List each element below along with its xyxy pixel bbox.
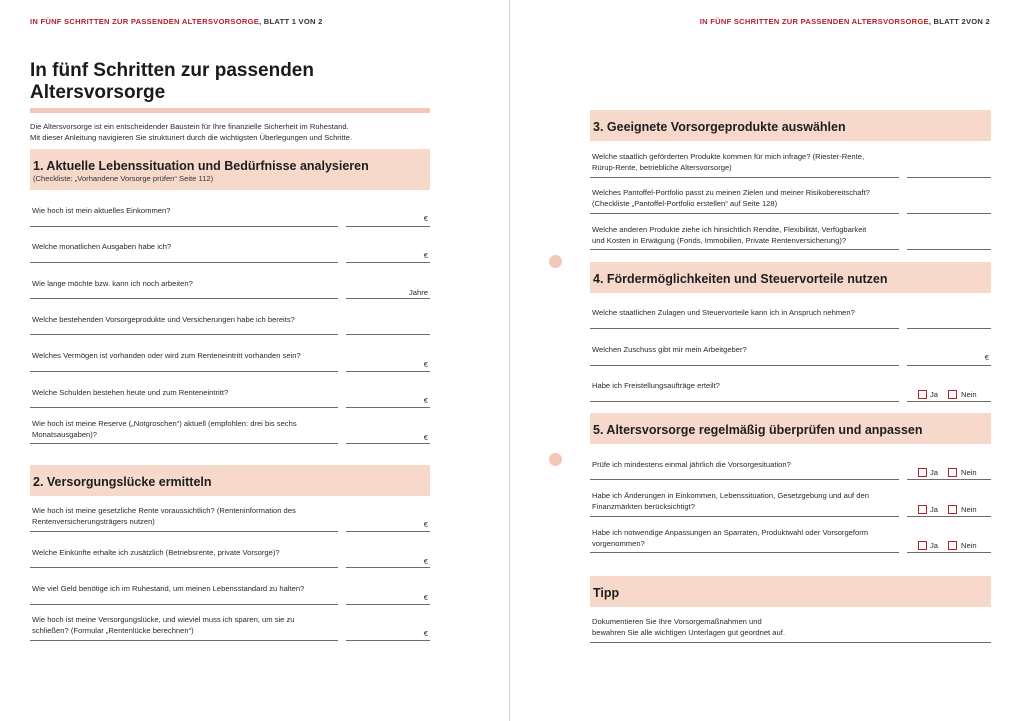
question-additional-income: Welche Einkünfte erhalte ich zusätzlich (Betriebsrente, private Vorsorge)? [32, 548, 280, 557]
answer-line-additional-income[interactable] [30, 567, 338, 568]
question-pantoffel-portfolio: Welches Pantoffel-Portfolio passt zu meinen Zielen und meiner Risikobereitschaft? (Checkliste „Pantoffel-Portfolio erstellen“ auf Seite 128) [592, 188, 870, 208]
answer-line-existing-products[interactable] [30, 334, 338, 335]
question-debts: Welche Schulden bestehen heute und zum Renteneintritt? [32, 388, 229, 397]
section5-title: 5. Altersvorsorge regelmäßig überprüfen und anpassen [593, 423, 923, 437]
unit-work-years: Jahre [409, 288, 428, 297]
amount-line-exemption-orders[interactable] [907, 401, 991, 402]
answer-line-expenses[interactable] [30, 262, 338, 263]
tipp-header [590, 576, 991, 607]
answer-line-assets[interactable] [30, 371, 338, 372]
question-other-products: Welche anderen Produkte ziehe ich hinsichtlich Rendite, Flexibilität, Verfügbarkeit und Kosten in Erwägung (Fonds, Immobilien, Private Rentenversicherung)? [592, 225, 867, 245]
answer-line-retirement-needs[interactable] [30, 604, 338, 605]
unit-employer-subsidy: € [984, 353, 989, 362]
tipp-text: Dokumentieren Sie Ihre Vorsorgemaßnahmen und bewahren Sie alle wichtigen Unterlagen gut geordnet auf. [592, 617, 785, 637]
amount-line-debts[interactable] [346, 407, 430, 408]
question-retirement-needs: Wie viel Geld benötige ich im Ruhestand, um meinen Lebensstandard zu halten? [32, 584, 305, 593]
question-statutory-pension: Wie hoch ist meine gesetzliche Rente voraussichtlich? (Renteninformation des Rentenversicherungsträgers nutzen) [32, 506, 296, 526]
section4-title: 4. Fördermöglichkeiten und Steuervorteile nutzen [593, 272, 888, 286]
label-no-adjustments-made: Nein [961, 541, 977, 550]
amount-line-expenses[interactable] [346, 262, 430, 263]
answer-line-exemption-orders[interactable] [590, 401, 899, 402]
question-assets: Welches Vermögen ist vorhanden oder wird zum Renteneintritt vorhanden sein? [32, 351, 301, 360]
checkbox-yes-exemption[interactable] [918, 390, 927, 399]
amount-line-pantoffel-portfolio[interactable] [907, 213, 991, 214]
answer-line-income[interactable] [30, 226, 338, 227]
amount-line-existing-products[interactable] [346, 334, 430, 335]
checkbox-no-adjustments-made[interactable] [948, 541, 957, 550]
page-title-line1: In fünf Schritten zur passenden [30, 60, 314, 81]
unit-retirement-needs: € [423, 593, 428, 602]
question-pension-gap: Wie hoch ist meine Versorgungslücke, und wieviel muss ich sparen, um sie zu schließen? (Formular „Rentenlücke berechnen“) [32, 615, 295, 635]
unit-assets: € [423, 360, 428, 369]
question-work-years: Wie lange möchte bzw. kann ich noch arbeiten? [32, 279, 193, 288]
answer-line-reserve[interactable] [30, 443, 338, 444]
amount-line-statutory-pension[interactable] [346, 531, 430, 532]
unit-additional-income: € [423, 557, 428, 566]
question-income: Wie hoch ist mein aktuelles Einkommen? [32, 206, 171, 215]
amount-line-adjustments-made[interactable] [907, 552, 991, 553]
amount-line-tax-benefits[interactable] [907, 328, 991, 329]
amount-line-assets[interactable] [346, 371, 430, 372]
section5-header [590, 413, 991, 444]
label-no-changes-considered: Nein [961, 505, 977, 514]
answer-line-tax-benefits[interactable] [590, 328, 899, 329]
checkbox-no-exemption[interactable] [948, 390, 957, 399]
label-yes-exemption: Ja [930, 390, 939, 399]
label-no-yearly-review: Nein [961, 468, 977, 477]
unit-pension-gap: € [423, 629, 428, 638]
intro-text [30, 121, 430, 143]
section3-header [590, 110, 991, 141]
question-expenses: Welche monatlichen Ausgaben habe ich? [32, 242, 172, 251]
tipp-title: Tipp [593, 586, 620, 600]
checkbox-yes-yearly-review[interactable] [918, 468, 927, 477]
amount-line-work-years[interactable] [346, 298, 430, 299]
section3-title: 3. Geeignete Vorsorgeprodukte auswählen [593, 120, 846, 134]
question-yearly-review: Prüfe ich mindestens einmal jährlich die Vorsorgesituation? [592, 460, 791, 469]
question-adjustments-made: Habe ich notwendige Anpassungen an Sparraten, Produktwahl oder Vorsorgeform vorgenommen? [592, 528, 869, 548]
checkbox-yes-changes-considered[interactable] [918, 505, 927, 514]
section2-title: 2. Versorgungslücke ermitteln [33, 475, 212, 489]
amount-line-yearly-review[interactable] [907, 479, 991, 480]
answer-line-work-years[interactable] [30, 298, 338, 299]
amount-line-reserve[interactable] [346, 443, 430, 444]
amount-line-changes-considered[interactable] [907, 516, 991, 517]
answer-line-adjustments-made[interactable] [590, 552, 899, 553]
title-rule [30, 108, 430, 113]
page-right [510, 0, 1020, 721]
question-exemption-orders: Habe ich Freistellungsaufträge erteilt? [592, 381, 720, 390]
punch-hole-top [549, 255, 562, 268]
checkbox-no-changes-considered[interactable] [948, 505, 957, 514]
question-tax-benefits: Welche staatlichen Zulagen und Steuervorteile kann ich in Anspruch nehmen? [592, 308, 855, 317]
answer-line-pantoffel-portfolio[interactable] [590, 213, 899, 214]
intro-line1: Die Altersvorsorge ist ein entscheidender Baustein für Ihre finanzielle Sicherheit im Ruhestand. [30, 122, 349, 131]
question-reserve: Wie hoch ist meine Reserve („Notgroschen“) aktuell (empfohlen: drei bis sechs Monatsausgaben)? [32, 419, 297, 439]
tipp-rule [590, 642, 991, 643]
amount-line-subsidized-products[interactable] [907, 177, 991, 178]
amount-line-employer-subsidy[interactable] [907, 365, 991, 366]
answer-line-subsidized-products[interactable] [590, 177, 899, 178]
section1-header [30, 149, 430, 190]
amount-line-pension-gap[interactable] [346, 640, 430, 641]
section4-header [590, 262, 991, 293]
unit-reserve: € [423, 433, 428, 442]
header-series-title: IN FÜNF SCHRITTEN ZUR PASSENDEN ALTERSVORSORGE [30, 17, 260, 26]
answer-line-other-products[interactable] [590, 249, 899, 250]
question-existing-products: Welche bestehenden Vorsorgeprodukte und Versicherungen habe ich bereits? [32, 315, 295, 324]
amount-line-income[interactable] [346, 226, 430, 227]
page-title-line2: Altersvorsorge [30, 82, 166, 103]
amount-line-additional-income[interactable] [346, 567, 430, 568]
label-yes-changes-considered: Ja [930, 505, 939, 514]
answer-line-pension-gap[interactable] [30, 640, 338, 641]
header-sheet-number: , BLATT 1 VON 2 [259, 17, 323, 26]
question-changes-considered: Habe ich Änderungen in Einkommen, Lebenssituation, Gesetzgebung und auf den Finanzmärkten berücksichtigt? [592, 491, 869, 511]
answer-line-debts[interactable] [30, 407, 338, 408]
amount-line-retirement-needs[interactable] [346, 604, 430, 605]
amount-line-other-products[interactable] [907, 249, 991, 250]
section1-subtitle: (Checkliste: „Vorhandene Vorsorge prüfen“ Seite 112) [33, 174, 214, 183]
label-no-exemption: Nein [961, 390, 977, 399]
section1-title: 1. Aktuelle Lebenssituation und Bedürfnisse analysieren [33, 159, 369, 173]
punch-hole-bottom [549, 453, 562, 466]
unit-statutory-pension: € [423, 520, 428, 529]
answer-line-changes-considered[interactable] [590, 516, 899, 517]
intro-line2: Mit dieser Anleitung navigieren Sie strukturiert durch die wichtigsten Überlegungen und Schritte. [30, 133, 353, 142]
label-yes-adjustments-made: Ja [930, 541, 939, 550]
page-title [30, 60, 430, 104]
unit-expenses: € [423, 251, 428, 260]
page-header-right [700, 17, 990, 26]
page-header-left [30, 17, 323, 26]
section2-header [30, 465, 430, 496]
question-subsidized-products: Welche staatlich geförderten Produkte kommen für mich infrage? (Riester-Rente, Rürup-Rente, betriebliche Altersvorsorge) [592, 152, 865, 172]
header-sheet-number-right: , BLATT 2VON 2 [928, 17, 990, 26]
answer-line-employer-subsidy[interactable] [590, 365, 899, 366]
unit-debts: € [423, 396, 428, 405]
question-employer-subsidy: Welchen Zuschuss gibt mir mein Arbeitgeber? [592, 345, 747, 354]
checkbox-yes-adjustments-made[interactable] [918, 541, 927, 550]
header-series-title-right: IN FÜNF SCHRITTEN ZUR PASSENDEN ALTERSVORSORGE [699, 17, 929, 26]
checkbox-no-yearly-review[interactable] [948, 468, 957, 477]
answer-line-statutory-pension[interactable] [30, 531, 338, 532]
label-yes-yearly-review: Ja [930, 468, 939, 477]
answer-line-yearly-review[interactable] [590, 479, 899, 480]
unit-income: € [423, 214, 428, 223]
